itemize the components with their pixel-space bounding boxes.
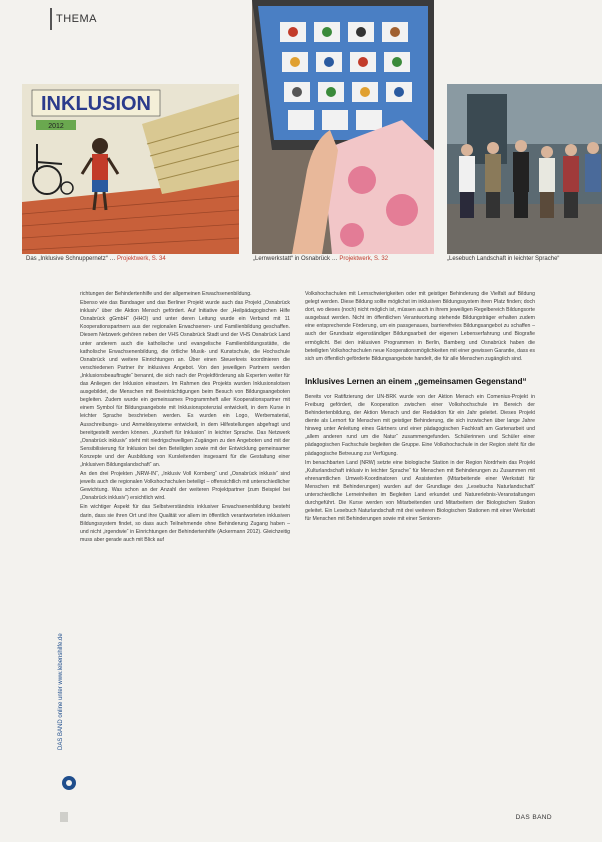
photo-group-reading (447, 84, 602, 254)
caption-photo-2 (253, 256, 388, 262)
left-paragraph-3: An den drei Projekten „NRW-IN“, „Inklusiv Voll Kornberg“ und „Osnabrück inklusiv“ sind jeweils auch die regionalen Volkshochschulen beteiligt – offensichtlich mit unterschiedlicher Gewichtung. Was schon an der Anzahl der weiteren Projektpartner (zum Beispiel bei „Osnabrück inklusiv“) ersichtlich wird. (80, 471, 290, 502)
drawing-small-sign: 2012 (48, 123, 64, 130)
right-paragraph-2: Bereits vor Ratifizierung der UN-BRK wurde von der Aktion Mensch ein Comenius-Projekt in Freiburg gefördert, die Kooperation zwischen einer Volkshochschule im Bereich der Behindertenbildung, der Aktion Mensch und der Redaktion für ein Jahr geleitet. Dieses Projekt diente als Lernort für Menschen mit geistiger Behinderung, die sich inzwischen über lange Jahre hinweg unter Anleitung eines Gärtners und einer pädagogischen Fachkraft am Gartenarbeit und „allem anderen rund um die Natur“ zusammengefunden. Schülerinnen und Schüler einer pädagogischen Fachschule begleiten die Gruppe. Eine Volkshochschule in der Region steht für die pädagogische Betreuung zur Verfügung. (305, 393, 535, 457)
photo-inklusion-drawing (22, 84, 239, 254)
footer-brand: DAS BAND (515, 814, 552, 821)
caption-photo-1 (26, 256, 166, 262)
online-url-vertical[interactable]: DAS BAND online unter www.lebenshilfe.de (58, 633, 64, 750)
page-number-marker (60, 812, 68, 822)
right-paragraph-3: Im benachbarten Land (NRW) setzte eine biologische Station in der Region Nordrhein das Projekt „Kulturlandschaft inklusiv in leichter Sprache“ für Menschen mit Behinderungen zu Zusammen mit ehrenamtlichen Umwelt-Koordinatoren und Assistenten (Mitarbeitende einer Werkstatt für Menschen mit Behinderungen) wurden auf der Grundlage des „Lesebuchs Naturlandschaft“ unterschiedliche Lerneinheiten im Begleiten Land erkundet und Naturerlebnis-Veranstaltungen durchgeführt. Die Kurse werden von Mitarbeitenden und Mitarbeitern der Biologischen Station geleitet. Ein Lesebuch Naturlandschaft mit drei weiteren Biologischen Stationen mit einer Werkstatt für Menschen mit Behinderungen sowie mit einer Senioren- (305, 459, 535, 523)
header-rule (50, 8, 52, 30)
photo-tablet-learning (252, 0, 434, 254)
article-column-right (305, 290, 535, 810)
caption-1-text: Das „Inklusive Schnuppernetz“ … (26, 256, 116, 262)
article-column-left (80, 290, 290, 810)
caption-1-ref[interactable]: Projektwerk, S. 34 (117, 256, 166, 262)
drawing-sign-text: INKLUSION (41, 93, 151, 115)
section-title: THEMA (56, 13, 97, 25)
lebenshilfe-logo-icon (62, 776, 76, 790)
caption-3-text: „Lesebuch Landschaft in leichter Sprache“ (447, 256, 560, 262)
left-paragraph-1: richtungen der Behindertenhilfe und der allgemeinen Erwachsenenbildung. (80, 291, 252, 297)
left-paragraph-4: Ein wichtiger Aspekt für das Selbstverständnis inklusiver Erwachsenenbildung besteht darin, dass sie ihren Ort und ihre Qualität vor allem im öffentlich verantworteten inklusiven Bildungssystem findet, so dass auch Teilnehmende ohne Behinderung Zugang haben – und nicht „irgendwie“ in Einrichtungen der Behindertenhilfe (Ackermann 2012). Gleichzeitig muss aber gerade auch mit Blick auf (80, 504, 290, 543)
section-subheading: Inklusives Lernen an einem „gemeinsamen Gegenstand“ (305, 376, 527, 386)
caption-photo-3 (447, 256, 559, 262)
section-header (50, 8, 97, 30)
right-paragraph-1: Volkshochschulen mit Lernschwierigkeiten oder mit geistiger Behinderung die Vielfalt auf Bildung gelegt werden. Diese Bildung sollte möglichst im inklusiven Bildungssystem ihren Platz finden; doch dort, wo dieses (noch) nicht möglich ist, müssen auch in ihrem jeweiligen Regelbereich Bildungsorte ausgebaut werden. Nicht im öffentlichen Verantwortung stehende Bildungsträger erhalten zudem eine entsprechende Förderung, um ein passgenaues, barrierefreies Bildungsangebot zu schaffen – auch der Grundsatz eigenständiger Bildungsarbeit der eigenen Lebenserfahrung und Biografie ermöglicht. Bei den inklusiven Programmen in Berlin, Bamberg und Osnabrück haben die beteiligten Volkshochschulen neue Kooperationsmöglichkeiten mit einer gewissen Garantie, dass es sich um öffentlich geförderte Bildungsangebote handelt, die für alle Menschen zugänglich sind. (305, 291, 535, 362)
caption-2-text: „Lernwerkstatt“ in Osnabrück … (253, 256, 338, 262)
left-paragraph-2: Ebenso wie das Bandsager und das Berliner Projekt wurde auch das Projekt „Osnabrück inklusiv“ über die Aktion Mensch gefördert. Auf Initiative der „Heilpädagogischen Hilfe Osnabrück gGmbH“ (HHO) und unter deren Leitung wurde ein Verbund mit 11 Kooperationspartnern aus der regionalen Erwachsenen- und Familienbildung geschaffen. Diesem Netzwerk gehören neben der VHS Osnabrück Stadt und der VHS Osnabrück Land unter anderem auch die katholische und evangelische Familienbildungsstätte, die katholische Erwachsenenbildung, die örtliche Musik- und Kunstschule, die Hochschule Osnabrück und weitere Einrichtungen an. Über einen Steuerkreis koordinieren die verschiedenen Partner ihr inklusives Angebot. Von den jeweiligen Partnern werden „Inklusionsbeauftragte“ benannt, die sich nach der Projektförderung als Experten weiter für das Anliegen der Inklusion einsetzen. Im Rahmen des Projekts wurden Inklusionslotsen ausgebildet, die Menschen mit Beeinträchtigungen beim Besuch von Bildungsangeboten begleiten. Zudem wurde ein gemeinsames Programmheft aller Kooperationspartner mit einem Symbol für Bildungsangebote mit Inklusionspotenzial entwickelt, in dem Kurse in leichter Sprache beschrieben werden. Es wurden ein Logo, Werbematerial, Ausschreibungs- und Anmeldesysteme entwickelt, in dem Hilfestellungen abgefragt und bereitgestellt werden können. „Kursheft für Inklusion“ in leichter Sprache. Das Netzwerk „Osnabrück inklusiv“ steht mit niedrigschwelligen Zugängen zu den Angeboten und mit der Sensibilisierung für Inklusion bei den Beteiligten sowie mit der Entwicklung gemeinsamer Konzepte und der Ausbildung von Kursleitenden insgesamt für die Gestaltung einer „Inklusiven Bildungslandschaft“ an. (80, 300, 290, 468)
caption-2-ref[interactable]: Projektwerk, S. 32 (339, 256, 389, 262)
